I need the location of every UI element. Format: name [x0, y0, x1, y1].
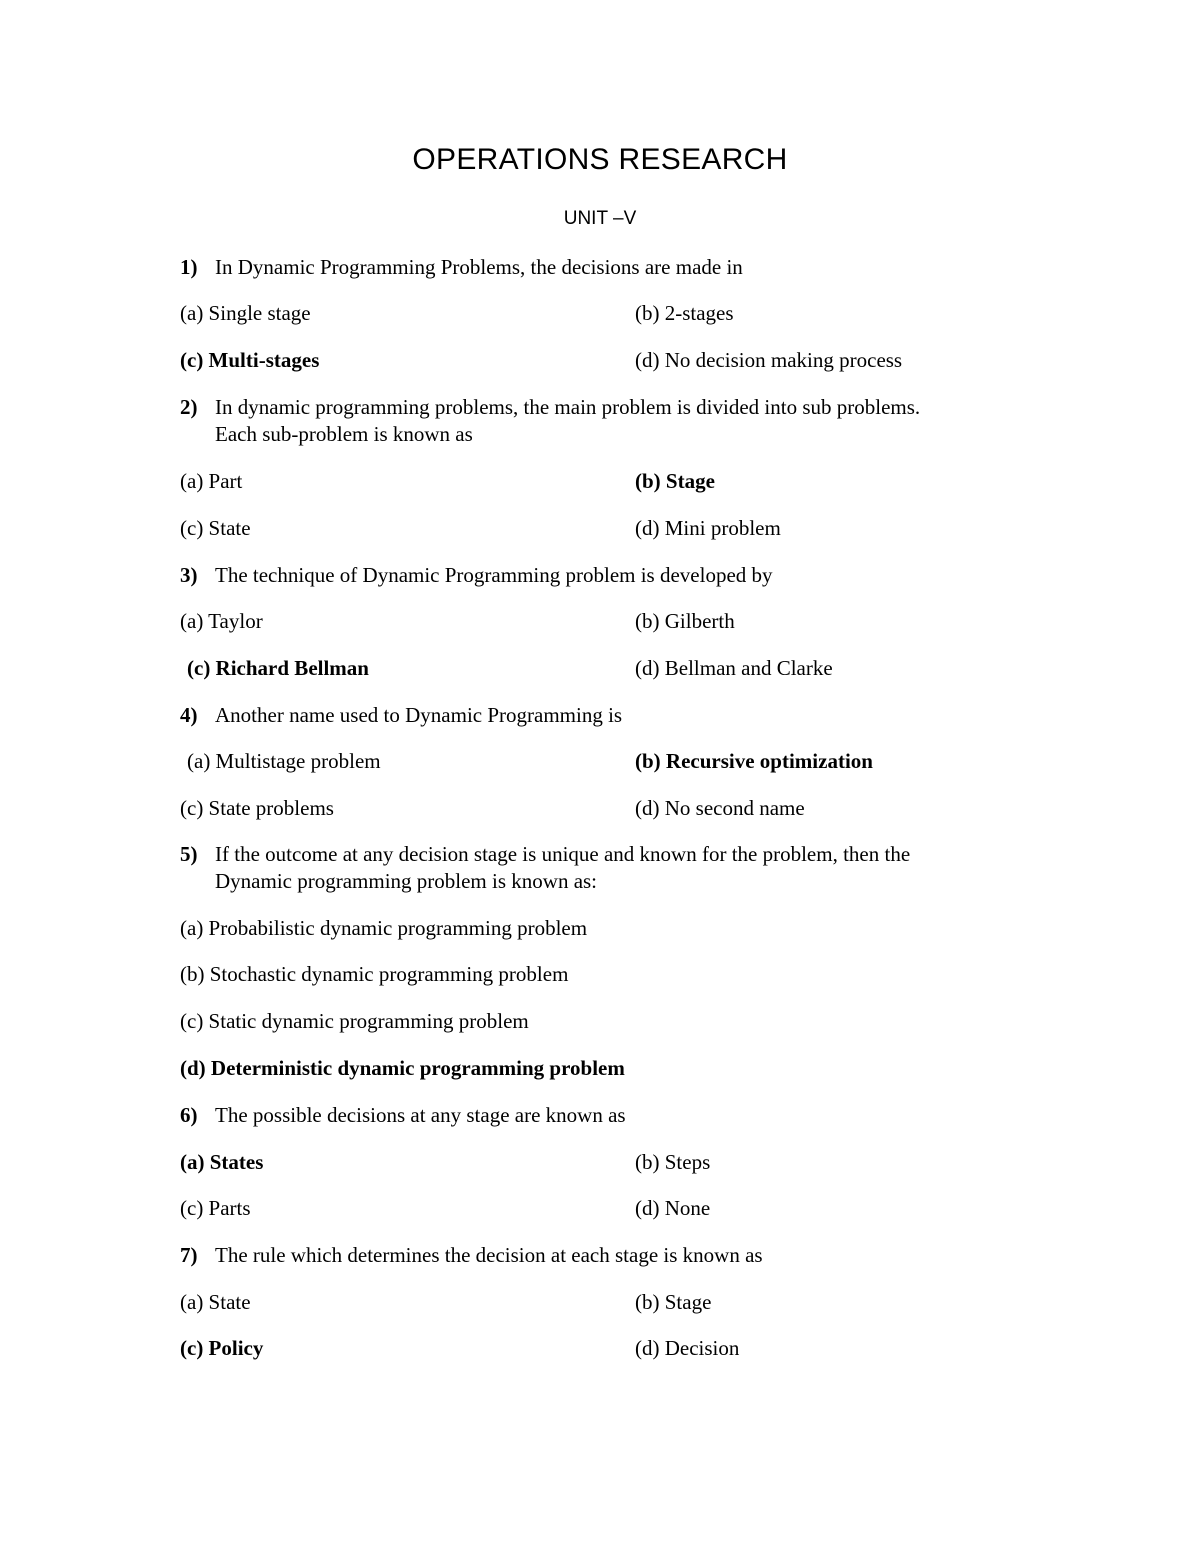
option-b: (b) 2-stages: [635, 301, 734, 325]
option-b: (b) Gilberth: [635, 609, 735, 633]
question-text: In Dynamic Programming Problems, the decisions are made in: [215, 255, 743, 279]
question-number: 4): [180, 703, 198, 727]
option-d: (d) Mini problem: [635, 516, 781, 540]
option-c: (c) State: [180, 516, 251, 540]
question-number: 1): [180, 255, 198, 279]
question-number: 7): [180, 1243, 198, 1267]
unit-heading: UNIT –V: [563, 208, 637, 229]
option-d: (d) None: [635, 1196, 711, 1220]
option-c: (c) Static dynamic programming problem: [180, 1009, 529, 1033]
option-a: (a) State: [180, 1290, 251, 1314]
option-d: (d) No second name: [635, 796, 805, 820]
question-text-line1: In dynamic programming problems, the main problem is divided into sub problems.: [215, 395, 921, 419]
question-number: 2): [180, 395, 198, 419]
question-number: 5): [180, 842, 198, 866]
question-text-line1: If the outcome at any decision stage is unique and known for the problem, then the: [215, 842, 911, 866]
option-a: (a) Multistage problem: [187, 749, 381, 773]
question-text: The rule which determines the decision at each stage is known as: [215, 1243, 763, 1267]
question-text: The possible decisions at any stage are known as: [215, 1103, 626, 1127]
question-number: 6): [180, 1103, 198, 1127]
option-b: (b) Stochastic dynamic programming problem: [180, 962, 569, 986]
document-title: OPERATIONS RESEARCH: [412, 143, 788, 176]
option-b-correct: (b) Stage: [635, 469, 715, 493]
question-text-line2: Each sub-problem is known as: [215, 422, 473, 446]
option-d: (d) Bellman and Clarke: [635, 656, 833, 680]
option-b: (b) Steps: [635, 1150, 711, 1174]
option-a: (a) Single stage: [180, 301, 311, 325]
option-c-correct: (c) Richard Bellman: [187, 656, 369, 680]
option-a: (a) Probabilistic dynamic programming problem: [180, 916, 588, 940]
option-a: (a) Part: [180, 469, 243, 493]
option-c-correct: (c) Policy: [180, 1336, 264, 1360]
question-text: Another name used to Dynamic Programming is: [215, 703, 623, 727]
option-c-correct: (c) Multi-stages: [180, 348, 320, 372]
option-a: (a) Taylor: [180, 609, 263, 633]
option-d: (d) Decision: [635, 1336, 740, 1360]
option-b-correct: (b) Recursive optimization: [635, 749, 873, 773]
question-number: 3): [180, 563, 198, 587]
option-d: (d) No decision making process: [635, 348, 903, 372]
option-c: (c) State problems: [180, 796, 334, 820]
option-d-correct: (d) Deterministic dynamic programming problem: [180, 1056, 625, 1080]
option-b: (b) Stage: [635, 1290, 712, 1314]
option-c: (c) Parts: [180, 1196, 251, 1220]
question-text-line2: Dynamic programming problem is known as:: [215, 869, 598, 893]
question-text: The technique of Dynamic Programming problem is developed by: [215, 563, 773, 587]
option-a-correct: (a) States: [180, 1150, 264, 1174]
